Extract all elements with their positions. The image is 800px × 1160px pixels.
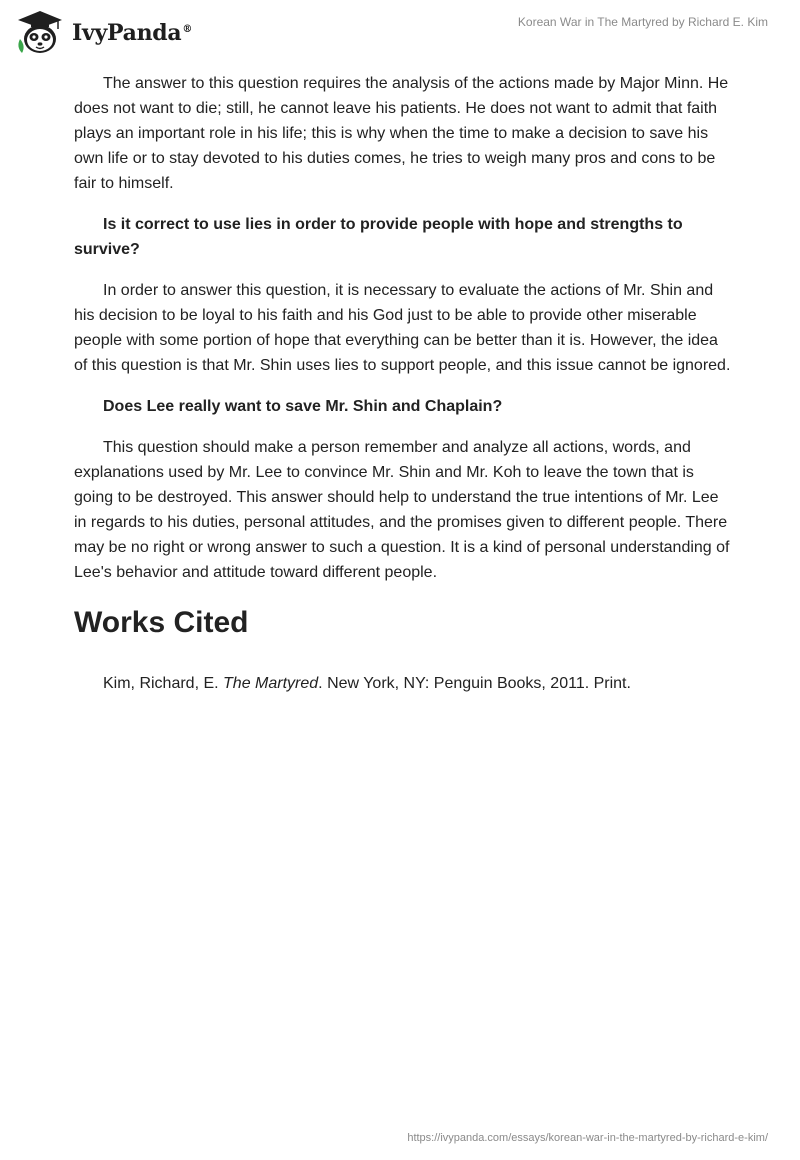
page-header xyxy=(0,0,800,60)
question-heading: Does Lee really want to save Mr. Shin and Chaplain? xyxy=(103,398,503,415)
body-paragraph: In order to answer this question, it is necessary to evaluate the actions of Mr. Shin and his decision to be loyal to his faith and his God just to be able to provide other miserable people with some portion of hope that everything can be better than it is. However, the idea of this question is that Mr. Shin uses lies to support people, and this issue cannot be ignored. xyxy=(74,282,731,374)
citation-entry xyxy=(74,671,734,696)
registered-mark: ® xyxy=(182,23,193,35)
body-paragraph: The answer to this question requires the analysis of the actions made by Major Minn. He does not want to die; still, he cannot leave his patients. He does not want to admit that faith plays an important role in his life; this is why when the time to make a decision to save his own life or to stay devoted to his duties comes, he tries to weigh many pros and cons to be fair to himself. xyxy=(74,75,729,192)
ivypanda-logo-link[interactable] xyxy=(14,9,192,55)
brand-name: IvyPanda® xyxy=(72,20,193,46)
works-cited-heading: Works Cited xyxy=(74,606,249,639)
document-title: Korean War in The Martyred by Richard E. Kim xyxy=(517,15,768,29)
citation-details: . New York, NY: Penguin Books, 2011. Print. xyxy=(318,675,631,692)
citation-author: Kim, Richard, E. xyxy=(103,675,224,692)
question-heading: Is it correct to use lies in order to provide people with hope and strengths to survive? xyxy=(74,216,683,258)
citation-title: The Martyred xyxy=(223,675,319,692)
body-paragraph: This question should make a person remember and analyze all actions, words, and explanations used by Mr. Lee to convince Mr. Shin and Mr. Koh to leave the town that is going to be destroyed. This answer should help to understand the true intentions of Mr. Lee in regards to his duties, personal attitudes, and the promises given to different people. There may be no right or wrong answer to such a question. It is a kind of personal understanding of Lee's behavior and attitude toward different people. xyxy=(74,439,730,581)
essay-content xyxy=(74,71,734,696)
source-url-link[interactable]: https://ivypanda.com/essays/korean-war-in-the-martyred-by-richard-e-kim/ xyxy=(407,1132,768,1144)
panda-logo-icon xyxy=(14,9,66,55)
